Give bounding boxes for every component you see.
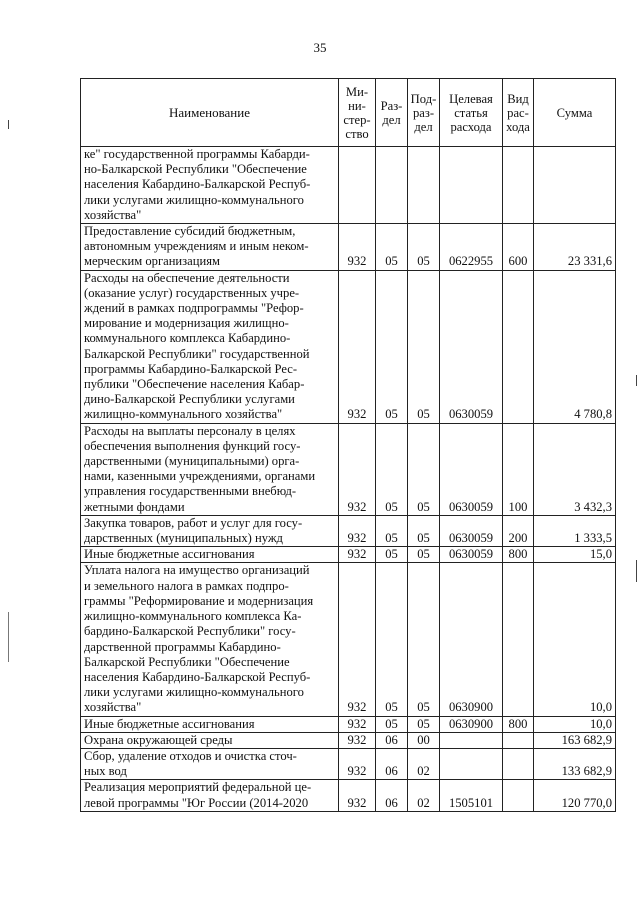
target-article-cell (440, 748, 503, 779)
table-row (81, 423, 616, 515)
amount-cell: 120 770,0 (534, 780, 616, 811)
subsection-cell: 05 (408, 224, 440, 271)
expense-type-cell (503, 270, 534, 423)
row-name-line: Балкарской Республики" государственной (84, 346, 310, 361)
amount-cell: 10,0 (534, 716, 616, 732)
row-name-line: населения Кабардино-Балкарской Респуб- (84, 177, 311, 192)
table-row (81, 716, 616, 732)
table-row (81, 563, 616, 716)
expense-type-cell (503, 748, 534, 779)
section-cell: 05 (376, 547, 408, 563)
ministry-cell: 932 (339, 780, 376, 811)
amount-cell: 23 331,6 (534, 224, 616, 271)
subsection-cell: 05 (408, 270, 440, 423)
amount-cell: 3 432,3 (534, 423, 616, 515)
column-header-target-article: Целевая статья расхода (440, 79, 503, 147)
column-header-subsection: Под- раз- дел (408, 79, 440, 147)
section-cell: 05 (376, 423, 408, 515)
column-header-ministry: Ми- ни- стер- ство (339, 79, 376, 147)
row-name-line: Сбор, удаление отходов и очистка сточ- (84, 748, 297, 763)
row-name-cell (81, 780, 339, 811)
row-name-cell (81, 147, 339, 224)
amount-cell (534, 147, 616, 224)
subsection-cell: 02 (408, 780, 440, 811)
ministry-cell: 932 (339, 515, 376, 546)
expense-type-cell: 200 (503, 515, 534, 546)
table-row (81, 147, 616, 224)
ministry-cell (339, 147, 376, 224)
row-name-line: левой программы "Юг России (2014-2020 (84, 795, 309, 810)
subsection-cell: 00 (408, 732, 440, 748)
amount-cell: 4 780,8 (534, 270, 616, 423)
subsection-cell: 05 (408, 423, 440, 515)
row-name-line: управления государственными внебюд- (84, 484, 297, 499)
table-row (81, 547, 616, 563)
row-name-cell (81, 748, 339, 779)
row-name-line: Реализация мероприятий федеральной це- (84, 780, 312, 795)
expense-type-cell: 600 (503, 224, 534, 271)
subsection-cell: 02 (408, 748, 440, 779)
target-article-cell: 0630900 (440, 716, 503, 732)
ministry-cell: 932 (339, 748, 376, 779)
target-article-cell (440, 147, 503, 224)
subsection-cell: 05 (408, 716, 440, 732)
row-name-line: Иные бюджетные ассигнования (84, 547, 255, 562)
row-name-line: но-Балкарской Республики "Обеспечение (84, 162, 307, 177)
margin-tick-mark (8, 120, 9, 129)
row-name-line: коммунального комплекса Кабардино- (84, 331, 291, 346)
section-cell: 05 (376, 270, 408, 423)
row-name-line: Уплата налога на имущество организаций (84, 563, 310, 578)
subsection-cell (408, 147, 440, 224)
target-article-cell: 1505101 (440, 780, 503, 811)
subsection-cell: 05 (408, 515, 440, 546)
budget-table (80, 78, 616, 812)
row-name-cell (81, 515, 339, 546)
target-article-cell: 0630059 (440, 515, 503, 546)
margin-tick-mark (8, 612, 9, 662)
table-row (81, 732, 616, 748)
row-name-line: хозяйства" (84, 207, 142, 222)
row-name-line: нами, казенными учреждениями, органами (84, 469, 316, 484)
row-name-line: Балкарской Республики "Обеспечение (84, 654, 290, 669)
row-name-cell (81, 270, 339, 423)
row-name-line: жетными фондами (84, 499, 185, 514)
row-name-line: Иные бюджетные ассигнования (84, 716, 255, 731)
subsection-cell: 05 (408, 563, 440, 716)
expense-type-cell: 800 (503, 716, 534, 732)
target-article-cell (440, 732, 503, 748)
row-name-cell (81, 423, 339, 515)
ministry-cell: 932 (339, 563, 376, 716)
section-cell: 05 (376, 515, 408, 546)
section-cell: 06 (376, 732, 408, 748)
expense-type-cell: 100 (503, 423, 534, 515)
table-row (81, 515, 616, 546)
section-cell: 05 (376, 563, 408, 716)
table-body (81, 147, 616, 812)
ministry-cell: 932 (339, 224, 376, 271)
row-name-line: Закупка товаров, работ и услуг для госу- (84, 515, 303, 530)
row-name-cell (81, 716, 339, 732)
target-article-cell: 0630900 (440, 563, 503, 716)
row-name-line: Расходы на обеспечение деятельности (84, 270, 290, 285)
section-cell: 06 (376, 748, 408, 779)
row-name-line: и земельного налога в рамках подпро- (84, 578, 289, 593)
row-name-line: дино-Балкарской Республики услугами (84, 392, 295, 407)
row-name-cell (81, 547, 339, 563)
row-name-line: жилищно-коммунального хозяйства" (84, 407, 283, 422)
section-cell (376, 147, 408, 224)
target-article-cell: 0622955 (440, 224, 503, 271)
row-name-line: лики услугами жилищно-коммунального (84, 192, 304, 207)
row-name-line: жилищно-коммунального комплекса Ка- (84, 609, 302, 624)
ministry-cell: 932 (339, 270, 376, 423)
target-article-cell: 0630059 (440, 547, 503, 563)
expense-type-cell (503, 780, 534, 811)
amount-cell: 1 333,5 (534, 515, 616, 546)
ministry-cell: 932 (339, 547, 376, 563)
row-name-line: Охрана окружающей среды (84, 732, 233, 747)
expense-type-cell (503, 563, 534, 716)
table-row (81, 224, 616, 271)
row-name-line: ке" государственной программы Кабарди- (84, 147, 310, 161)
row-name-line: Расходы на выплаты персоналу в целях (84, 423, 296, 438)
amount-cell: 163 682,9 (534, 732, 616, 748)
ministry-cell: 932 (339, 732, 376, 748)
table-row (81, 270, 616, 423)
table-row (81, 780, 616, 811)
section-cell: 05 (376, 716, 408, 732)
target-article-cell: 0630059 (440, 270, 503, 423)
page-number: 35 (313, 40, 327, 55)
amount-cell: 10,0 (534, 563, 616, 716)
row-name-line: автономным учреждениям и иным неком- (84, 239, 309, 254)
row-name-line: программы Кабардино-Балкарской Рес- (84, 361, 298, 376)
expense-type-cell: 800 (503, 547, 534, 563)
margin-tick-mark (636, 560, 637, 582)
amount-cell: 133 682,9 (534, 748, 616, 779)
subsection-cell: 05 (408, 547, 440, 563)
row-name-line: обеспечения выполнения функций госу- (84, 438, 301, 453)
row-name-line: дарственными (муниципальными) орга- (84, 454, 300, 469)
amount-cell: 15,0 (534, 547, 616, 563)
row-name-line: граммы "Реформирование и модернизация (84, 593, 314, 608)
row-name-cell (81, 224, 339, 271)
target-article-cell: 0630059 (440, 423, 503, 515)
table-row (81, 748, 616, 779)
section-cell: 06 (376, 780, 408, 811)
row-name-line: ных вод (84, 764, 127, 779)
ministry-cell: 932 (339, 423, 376, 515)
expense-type-cell (503, 147, 534, 224)
row-name-line: публики "Обеспечение населения Кабар- (84, 377, 305, 392)
row-name-cell (81, 563, 339, 716)
column-header-amount: Сумма (534, 79, 616, 147)
column-header-section: Раз- дел (376, 79, 408, 147)
margin-tick-mark (636, 375, 637, 386)
row-name-line: хозяйства" (84, 700, 142, 715)
row-name-line: мирование и модернизация жилищно- (84, 316, 289, 331)
row-name-line: мерческим организациям (84, 254, 220, 269)
row-name-line: населения Кабардино-Балкарской Респуб- (84, 669, 311, 684)
row-name-line: Предоставление субсидий бюджетным, (84, 224, 296, 239)
table-header-row (81, 79, 616, 147)
ministry-cell: 932 (339, 716, 376, 732)
row-name-line: лики услугами жилищно-коммунального (84, 685, 304, 700)
row-name-cell (81, 732, 339, 748)
row-name-line: ждений в рамках подпрограммы "Рефор- (84, 301, 304, 316)
row-name-line: дарственной программы Кабардино- (84, 639, 281, 654)
row-name-line: бардино-Балкарской Республики" госу- (84, 624, 296, 639)
column-header-name: Наименование (81, 79, 339, 147)
expense-type-cell (503, 732, 534, 748)
row-name-line: дарственных (муниципальных) нужд (84, 531, 283, 546)
row-name-line: (оказание услуг) государственных учре- (84, 285, 300, 300)
section-cell: 05 (376, 224, 408, 271)
column-header-expense-type: Вид рас- хода (503, 79, 534, 147)
